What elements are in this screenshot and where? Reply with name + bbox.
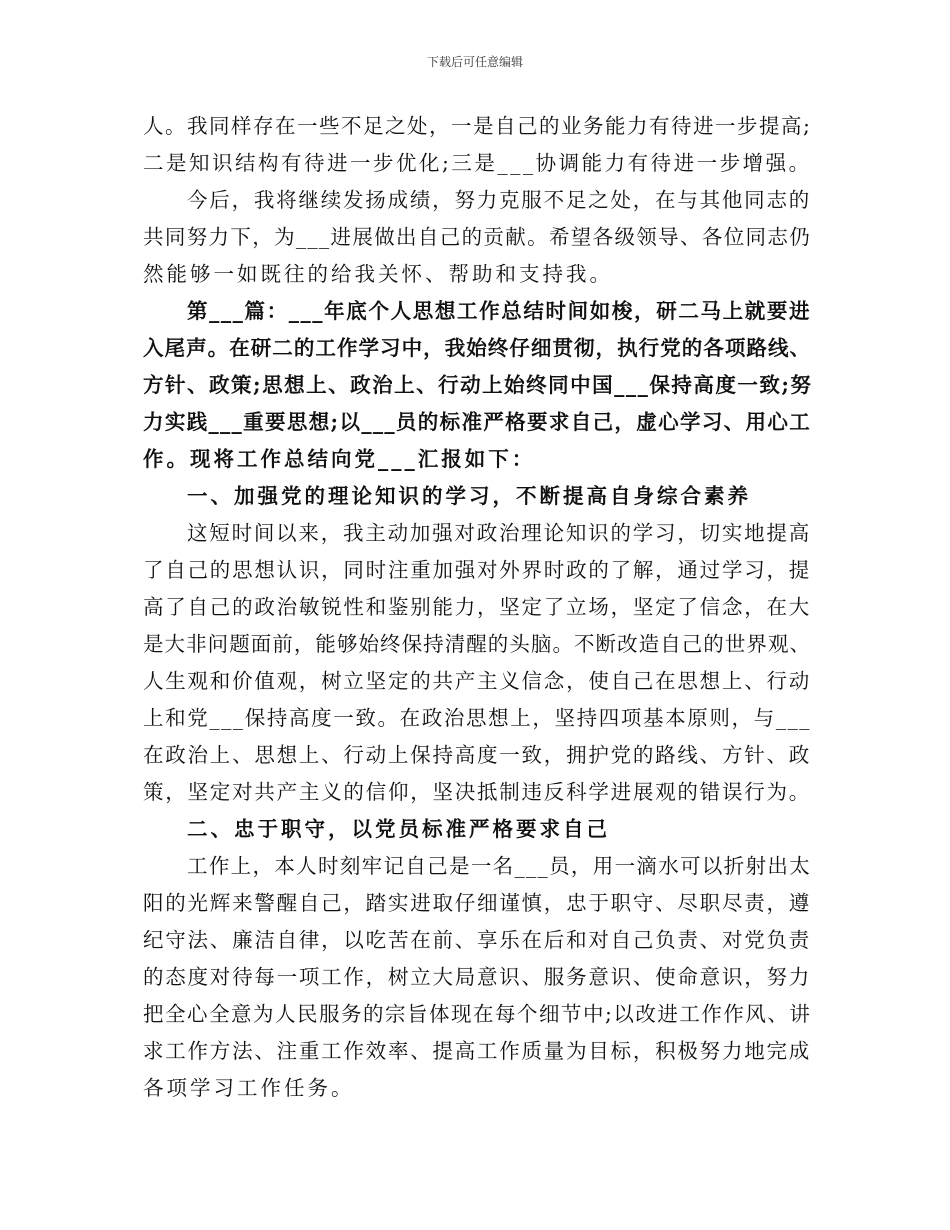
text-line: 纪守法、廉洁自律，以吃苦在前、享乐在后和对自己负责、对党负责 [143,928,811,952]
text-line: 阳的光辉来警醒自己，踏实进取仔细谨慎，忠于职守、尽职尽责，遵 [143,891,811,915]
text-line: 入尾声。在研二的工作学习中，我始终仔细贯彻，执行党的各项路线、 [143,336,811,360]
text-line: 这短时间以来，我主动加强对政治理论知识的学习，切实地提高 [187,521,811,545]
text-line: 在政治上、思想上、行动上保持高度一致，拥护党的路线、方针、政 [143,743,811,767]
text-line: 各项学习工作任务。 [143,1076,355,1100]
document-body [143,108,811,1107]
text-line: 求工作方法、注重工作效率、提高工作质量为目标，积极努力地完成 [143,1039,811,1063]
text-line: 人生观和价值观，树立坚定的共产主义信念，使自己在思想上、行动 [143,669,811,693]
text-line: 二是知识结构有待进一步优化;三是___协调能力有待进一步增强。 [143,151,812,175]
text-line: 方针、政策;思想上、政治上、行动上始终同中国___保持高度一致;努 [143,373,813,397]
text-line: 作。现将工作总结向党___汇报如下： [143,447,536,471]
text-line: 今后，我将继续发扬成绩，努力克服不足之处，在与其他同志的 [187,188,811,212]
text-line: 是大非问题面前，能够始终保持清醒的头脑。不断改造自己的世界观、 [143,632,811,656]
section-heading: 二、忠于职守，以党员标准严格要求自己 [187,817,610,841]
text-line: 高了自己的政治敏锐性和鉴别能力，坚定了立场，坚定了信念，在大 [143,595,811,619]
text-line: 策，坚定对共产主义的信仰，坚决抵制违反科学进展观的错误行为。 [143,780,811,804]
text-line: 了自己的思想认识，同时注重加强对外界时政的了解，通过学习，提 [143,558,811,582]
text-line: 第___篇：___年底个人思想工作总结时间如梭，研二马上就要进 [187,299,811,323]
text-line: 工作上，本人时刻牢记自己是一名___员，用一滴水可以折射出太 [187,854,811,878]
text-line: 然能够一如既往的给我关怀、帮助和支持我。 [143,262,613,286]
text-line: 共同努力下，为___进展做出自己的贡献。希望各级领导、各位同志仍 [143,225,811,249]
text-line: 把全心全意为人民服务的宗旨体现在每个细节中;以改进工作作风、讲 [143,1002,812,1026]
text-line: 力实践___重要思想;以___员的标准严格要求自己，虚心学习、用心工 [143,410,811,434]
text-line: 上和党___保持高度一致。在政治思想上，坚持四项基本原则，与___ [143,706,811,730]
text-line: 人。我同样存在一些不足之处，一是自己的业务能力有待进一步提高; [143,114,812,138]
page-header: 下载后可任意编辑 [426,55,523,69]
section-heading: 一、加强党的理论知识的学习，不断提高自身综合素养 [187,484,751,508]
text-line: 的态度对待每一项工作，树立大局意识、服务意识、使命意识，努力 [143,965,811,989]
